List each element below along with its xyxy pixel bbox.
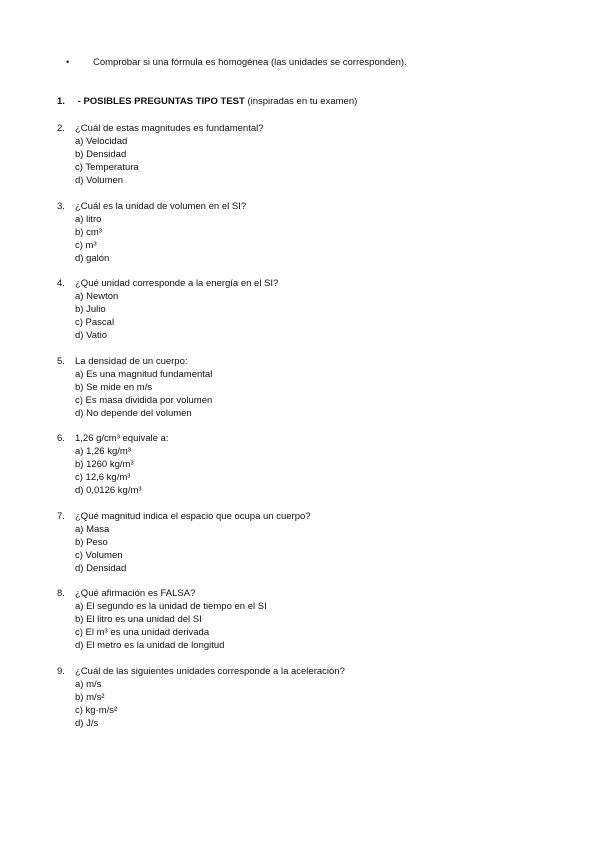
section-heading bbox=[57, 95, 357, 108]
options-list bbox=[75, 135, 139, 187]
option-b: b) El litro es una unidad del SI bbox=[75, 614, 202, 626]
option-a: a) Newton bbox=[75, 291, 119, 303]
question-text: ¿Cuál de las siguientes unidades corresponde a la aceleración? bbox=[75, 666, 345, 677]
question-text: ¿Qué afirmación es FALSA? bbox=[75, 588, 196, 599]
options-list bbox=[75, 445, 142, 497]
option-c: c) El m³ es una unidad derivada bbox=[75, 627, 210, 639]
option-a: a) Es una magnitud fundamental bbox=[75, 369, 213, 381]
options-list bbox=[75, 213, 109, 265]
option-d: d) Volumen bbox=[75, 175, 124, 187]
question-number: 9. bbox=[57, 666, 65, 677]
options-list bbox=[75, 600, 267, 652]
bullet-text: Comprobar si una fórmula es homogénea (las unidades se corresponden). bbox=[93, 57, 407, 68]
question-number: 7. bbox=[57, 511, 65, 522]
question-text: ¿Qué unidad corresponde a la energía en el SI? bbox=[75, 278, 279, 289]
option-c: c) 12,6 kg/m³ bbox=[75, 472, 131, 484]
option-d: d) 0,0126 kg/m³ bbox=[75, 485, 142, 497]
question-number: 2. bbox=[57, 123, 65, 134]
question-number: 4. bbox=[57, 278, 65, 289]
option-a: a) litro bbox=[75, 214, 102, 226]
question-number: 5. bbox=[57, 356, 65, 367]
option-d: d) Vatio bbox=[75, 330, 108, 342]
option-a: a) El segundo es la unidad de tiempo en el SI bbox=[75, 601, 267, 613]
option-c: c) Es masa dividida por volumen bbox=[75, 395, 213, 407]
question-text: 1,26 g/cm³ equivale a: bbox=[75, 433, 169, 444]
option-c: c) Volumen bbox=[75, 550, 123, 562]
question-number: 3. bbox=[57, 201, 65, 212]
question-number: 6. bbox=[57, 433, 65, 444]
option-d: d) J/s bbox=[75, 718, 99, 730]
option-a: a) Masa bbox=[75, 524, 110, 536]
bullet-icon: • bbox=[66, 57, 70, 67]
option-b: b) 1260 kg/m³ bbox=[75, 459, 134, 471]
heading-dash: - bbox=[77, 96, 81, 107]
options-list bbox=[75, 678, 117, 730]
option-d: d) galón bbox=[75, 253, 110, 265]
options-list bbox=[75, 523, 126, 575]
option-b: b) Se mide en m/s bbox=[75, 382, 153, 394]
option-b: b) m/s² bbox=[75, 692, 105, 704]
option-a: a) Velocidad bbox=[75, 136, 128, 148]
question-number: 8. bbox=[57, 588, 65, 599]
option-d: d) El metro es la unidad de longitud bbox=[75, 640, 225, 652]
option-a: a) 1,26 kg/m³ bbox=[75, 446, 131, 458]
option-c: c) kg·m/s² bbox=[75, 705, 118, 717]
heading-title: POSIBLES PREGUNTAS TIPO TEST bbox=[83, 96, 245, 107]
option-c: c) Pascal bbox=[75, 317, 115, 329]
question-text: ¿Cuál de estas magnitudes es fundamental? bbox=[75, 123, 264, 134]
heading-subtitle: (inspiradas en tu examen) bbox=[247, 96, 358, 107]
option-d: d) No depende del volumen bbox=[75, 408, 192, 420]
option-b: b) cm³ bbox=[75, 227, 102, 239]
question-text: ¿Cuál es la unidad de volumen en el SI? bbox=[75, 201, 247, 212]
option-c: c) m³ bbox=[75, 240, 97, 252]
option-b: b) Peso bbox=[75, 537, 108, 549]
options-list bbox=[75, 368, 212, 420]
heading-number: 1. bbox=[57, 96, 65, 107]
options-list bbox=[75, 290, 118, 342]
option-b: b) Densidad bbox=[75, 149, 127, 161]
option-d: d) Densidad bbox=[75, 563, 127, 575]
option-a: a) m/s bbox=[75, 679, 102, 691]
question-text: ¿Qué magnitud indica el espacio que ocupa un cuerpo? bbox=[75, 511, 311, 522]
option-c: c) Temperatura bbox=[75, 162, 139, 174]
option-b: b) Julio bbox=[75, 304, 106, 316]
question-text: La densidad de un cuerpo: bbox=[75, 356, 188, 367]
